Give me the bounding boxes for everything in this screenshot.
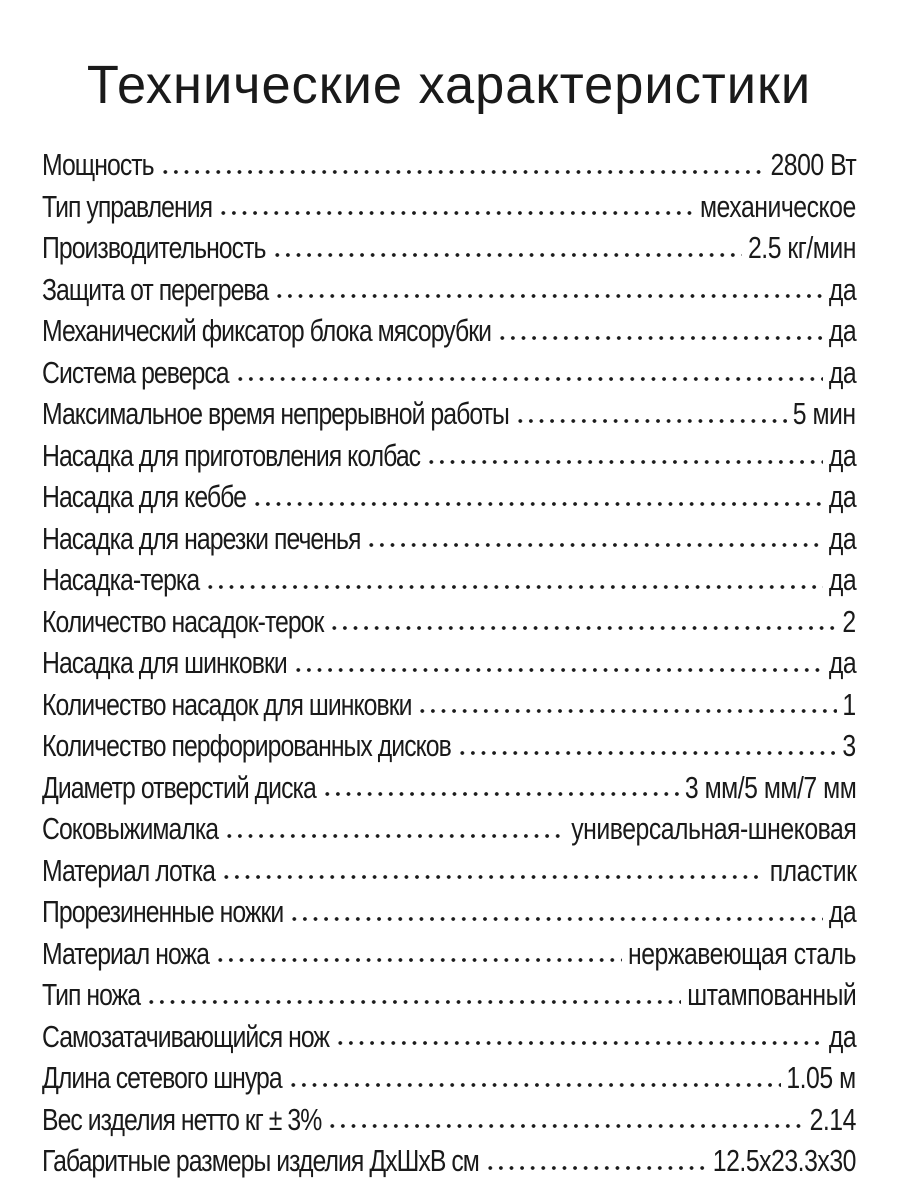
spec-label: Соковыжималка	[42, 811, 219, 846]
spec-row	[42, 808, 856, 850]
spec-label: Тип ножа	[42, 977, 141, 1012]
spec-row	[42, 1140, 856, 1182]
spec-label: Насадка для нарезки печенья	[42, 520, 361, 556]
spec-value: 3 мм/5 мм/7 мм	[684, 769, 856, 805]
spec-label: Система реверса	[42, 354, 229, 390]
spec-label: Максимальное время непрерывной работы	[42, 396, 509, 431]
spec-row	[42, 601, 856, 643]
spec-label: Материал ножа	[42, 935, 209, 971]
spec-row	[42, 269, 856, 311]
spec-row	[42, 891, 856, 933]
spec-value: 3	[842, 728, 856, 763]
spec-label: Защита от перегрева	[42, 271, 269, 307]
spec-label: Механический фиксатор блока мясорубки	[42, 313, 492, 348]
dot-leader	[322, 784, 679, 804]
spec-row	[42, 144, 856, 186]
spec-row	[42, 227, 856, 269]
spec-row	[42, 1016, 856, 1058]
spec-label: Насадка для шинковки	[42, 645, 287, 680]
dot-leader	[515, 411, 787, 431]
spec-row	[42, 310, 856, 352]
dot-leader	[426, 452, 823, 472]
spec-value: 2800 Вт	[770, 147, 856, 182]
spec-value: 1.05 м	[786, 1060, 856, 1095]
dot-leader	[146, 992, 681, 1012]
dot-leader	[329, 618, 836, 638]
dot-leader	[224, 826, 565, 846]
spec-row	[42, 518, 856, 560]
page-title: Технические характеристики	[86, 55, 812, 115]
dot-leader	[366, 535, 822, 555]
spec-value: да	[828, 271, 856, 307]
spec-label: Насадка для приготовления колбас	[42, 437, 421, 473]
spec-label: Количество насадок для шинковки	[42, 686, 412, 722]
spec-label: Количество перфорированных дисков	[42, 728, 451, 763]
spec-value: нержавеющая сталь	[628, 935, 856, 971]
spec-label: Вес изделия нетто кг ± 3%	[42, 1101, 322, 1137]
spec-value: механическое	[700, 188, 856, 224]
dot-leader	[272, 245, 743, 265]
spec-label: Количество насадок-терок	[42, 603, 324, 639]
spec-label: Габаритные размеры изделия ДхШхВ см	[42, 1143, 479, 1178]
spec-row	[42, 1057, 856, 1099]
spec-row	[42, 850, 856, 892]
spec-row	[42, 186, 856, 228]
spec-value: 2.14	[809, 1101, 856, 1137]
spec-row	[42, 725, 856, 767]
dot-leader	[235, 369, 823, 389]
spec-value: 5 мин	[793, 396, 856, 431]
dot-leader	[274, 286, 823, 306]
spec-value: да	[828, 645, 856, 680]
spec-value: 1	[842, 686, 856, 722]
spec-label: Самозатачивающийся нож	[42, 1018, 330, 1054]
spec-label: Длина сетевого шнура	[42, 1060, 282, 1095]
spec-value: штампованный	[686, 977, 856, 1012]
dot-leader	[160, 162, 765, 182]
spec-row	[42, 476, 856, 518]
spec-value: да	[828, 354, 856, 390]
spec-value: да	[828, 1018, 856, 1054]
spec-label: Мощность	[42, 147, 154, 182]
dot-leader	[218, 203, 694, 223]
dot-leader	[221, 867, 763, 887]
dot-leader	[288, 1075, 781, 1095]
spec-row	[42, 974, 856, 1016]
spec-list	[42, 144, 856, 1182]
dot-leader	[327, 1116, 803, 1136]
spec-row	[42, 1099, 856, 1141]
dot-leader	[335, 1033, 823, 1053]
spec-row	[42, 642, 856, 684]
dot-leader	[293, 660, 823, 680]
spec-value: да	[828, 562, 856, 597]
spec-label: Насадка-терка	[42, 562, 200, 597]
spec-row	[42, 767, 856, 809]
dot-leader	[252, 494, 823, 514]
dot-leader	[289, 909, 822, 929]
spec-label: Насадка для кеббе	[42, 479, 246, 514]
spec-value: пластик	[769, 852, 856, 888]
spec-label: Прорезиненные ножки	[42, 894, 284, 929]
spec-value: да	[828, 313, 856, 348]
spec-value: да	[828, 520, 856, 556]
spec-label: Тип управления	[42, 188, 213, 224]
spec-row	[42, 933, 856, 975]
spec-row	[42, 684, 856, 726]
spec-label: Материал лотка	[42, 852, 215, 888]
spec-label: Диаметр отверстий диска	[42, 769, 316, 805]
dot-leader	[497, 328, 823, 348]
dot-leader	[485, 1158, 707, 1178]
dot-leader	[215, 950, 622, 970]
dot-leader	[205, 577, 822, 597]
spec-value: универсальная-шнековая	[570, 811, 856, 846]
spec-value: да	[828, 894, 856, 929]
spec-value: да	[828, 437, 856, 473]
spec-row	[42, 393, 856, 435]
spec-row	[42, 559, 856, 601]
spec-value: 12.5x23.3x30	[712, 1143, 856, 1178]
spec-row	[42, 352, 856, 394]
spec-value: да	[828, 479, 856, 514]
dot-leader	[417, 701, 836, 721]
dot-leader	[457, 743, 837, 763]
spec-value: 2	[842, 603, 856, 639]
spec-value: 2.5 кг/мин	[748, 230, 856, 265]
spec-row	[42, 435, 856, 477]
spec-label: Производительность	[42, 230, 266, 265]
